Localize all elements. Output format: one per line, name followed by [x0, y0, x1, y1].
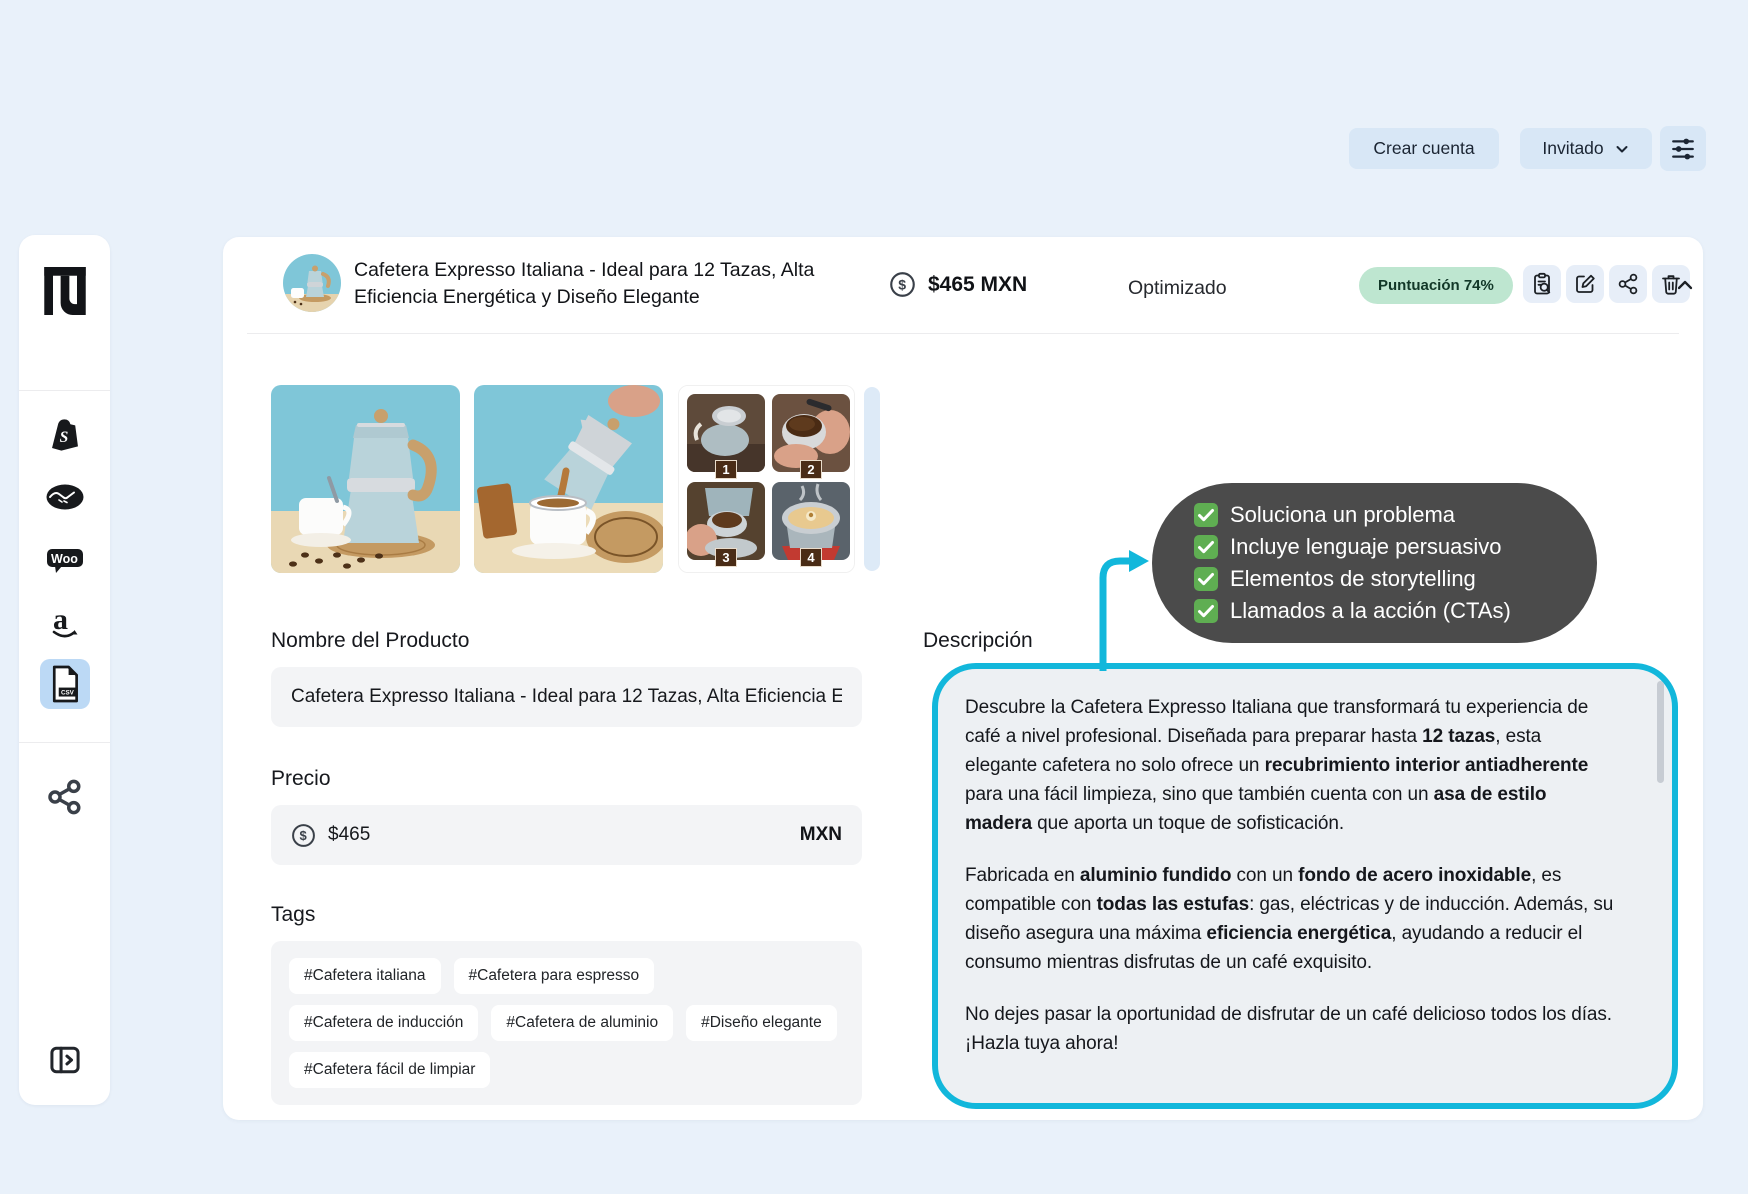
edit-button[interactable]	[1566, 265, 1604, 303]
product-thumbnail	[283, 254, 341, 312]
tag-chip[interactable]: #Diseño elegante	[686, 1005, 837, 1041]
product-title: Cafetera Expresso Italiana - Ideal para 12 Tazas, Alta Eficiencia Energética y Diseño Elegante	[354, 259, 815, 308]
sliders-icon	[1670, 136, 1696, 162]
checklist-item: Llamados a la acción (CTAs)	[1194, 598, 1597, 624]
checklist-item: Elementos de storytelling	[1194, 566, 1597, 592]
collapse-card-button[interactable]	[1673, 273, 1697, 297]
share-button[interactable]	[1609, 265, 1647, 303]
edit-pencil-icon	[1573, 272, 1597, 296]
share-icon	[45, 777, 85, 817]
checklist-item: Soluciona un problema	[1194, 502, 1597, 528]
dollar-circle-icon	[889, 271, 916, 298]
tag-chip[interactable]: #Cafetera para espresso	[454, 958, 655, 994]
price-input[interactable]	[271, 805, 862, 865]
step-number-1: 1	[715, 460, 737, 479]
tag-chip[interactable]: #Cafetera de inducción	[289, 1005, 478, 1041]
svg-text:Woo: Woo	[50, 552, 78, 566]
brand-logo	[19, 267, 110, 315]
svg-text:$: $	[898, 276, 907, 293]
product-name-label: Nombre del Producto	[271, 629, 470, 652]
sidebar	[19, 235, 110, 1105]
dollar-circle-icon	[291, 823, 316, 848]
woocommerce-icon	[46, 547, 84, 575]
price-value: $465	[328, 824, 371, 845]
create-account-button[interactable]	[1349, 128, 1499, 169]
tag-chip[interactable]: #Cafetera de aluminio	[491, 1005, 673, 1041]
csv-selected-highlight	[40, 659, 90, 709]
tag-chip[interactable]: #Cafetera fácil de limpiar	[289, 1052, 490, 1088]
optimization-status: Optimizado	[1128, 277, 1227, 299]
checklist-item: Incluye lenguaje persuasivo	[1194, 534, 1597, 560]
svg-text:S: S	[59, 429, 68, 447]
green-check-icon	[1194, 535, 1218, 559]
product-photo-1[interactable]	[271, 385, 460, 573]
csv-file-icon	[48, 665, 82, 703]
shopify-icon	[48, 417, 82, 453]
svg-text:$: $	[299, 827, 307, 843]
scrollbar-thumb[interactable]	[1657, 681, 1664, 783]
currency-label: MXN	[799, 824, 842, 845]
sidebar-item-share[interactable]	[19, 777, 110, 817]
chevron-up-icon	[1673, 273, 1697, 297]
description-field[interactable]	[932, 663, 1678, 1109]
clipboard-search-icon	[1530, 272, 1554, 296]
tags-container	[271, 941, 862, 1105]
annotation-arrow	[1093, 545, 1159, 671]
green-check-icon	[1194, 503, 1218, 527]
guest-label: Invitado	[1542, 138, 1604, 158]
tag-chip[interactable]: #Cafetera italiana	[289, 958, 441, 994]
step-number-2: 2	[800, 460, 822, 479]
guest-dropdown[interactable]	[1520, 128, 1652, 169]
description-label: Descripción	[923, 629, 1033, 652]
create-account-label: Crear cuenta	[1373, 138, 1475, 158]
product-price	[889, 271, 1027, 298]
sidebar-item-woocommerce[interactable]	[19, 547, 110, 575]
tags-label: Tags	[271, 903, 316, 926]
sidebar-item-amazon[interactable]	[19, 603, 110, 641]
green-check-icon	[1194, 567, 1218, 591]
expand-panel-icon	[48, 1043, 82, 1077]
step-number-3: 3	[715, 548, 737, 567]
next-photo-peek[interactable]	[864, 387, 880, 571]
price-text: $465 MXN	[928, 272, 1028, 296]
analyze-button[interactable]	[1523, 265, 1561, 303]
description-text: Descubre la Cafetera Expresso Italiana que transformará tu experiencia de café a nivel profesional. Diseñada para preparar hasta 12 tazas, esta elegante cafetera no solo ofrece un recubrimiento interior antiadherente para una fácil limpieza, sino que también cuenta con un asa de estilo madera que aporta un toque de sofisticación. Fabricada en aluminio fundido con un fondo de acero inoxidable, es compatible con todas las estufas: gas, eléctricas y de inducción. Además, su diseño asegura una máxima eficiencia energética, ayudando a reducir el consumo mientras disfrutas de un café exquisito. No dejes pasar la oportunidad de disfrutar de un café delicioso todos los días. ¡Hazla tuya ahora!	[965, 697, 1614, 1054]
expand-sidebar-button[interactable]	[19, 1043, 110, 1077]
svg-text:a: a	[52, 603, 68, 636]
product-photo-steps[interactable]	[678, 385, 855, 573]
price-label: Precio	[271, 767, 331, 790]
amazon-icon	[48, 603, 82, 641]
mercadolibre-handshake-icon	[45, 483, 85, 511]
sidebar-item-shopify[interactable]	[19, 417, 110, 453]
sidebar-item-mercadolibre[interactable]	[19, 483, 110, 511]
sidebar-divider	[19, 742, 110, 743]
settings-button[interactable]	[1660, 126, 1706, 171]
chevron-down-icon	[1614, 141, 1630, 157]
score-badge: Puntuación 74%	[1359, 267, 1513, 304]
quality-checklist-tooltip	[1152, 483, 1597, 643]
product-name-input[interactable]	[271, 667, 862, 727]
header-divider	[247, 333, 1679, 334]
product-photo-2[interactable]	[474, 385, 663, 573]
step-number-4: 4	[800, 548, 822, 567]
product-card	[223, 237, 1703, 1120]
sidebar-divider	[19, 390, 110, 391]
svg-text:CSV: CSV	[60, 689, 74, 697]
share-nodes-icon	[1616, 272, 1640, 296]
green-check-icon	[1194, 599, 1218, 623]
sidebar-item-csv[interactable]	[19, 659, 110, 709]
